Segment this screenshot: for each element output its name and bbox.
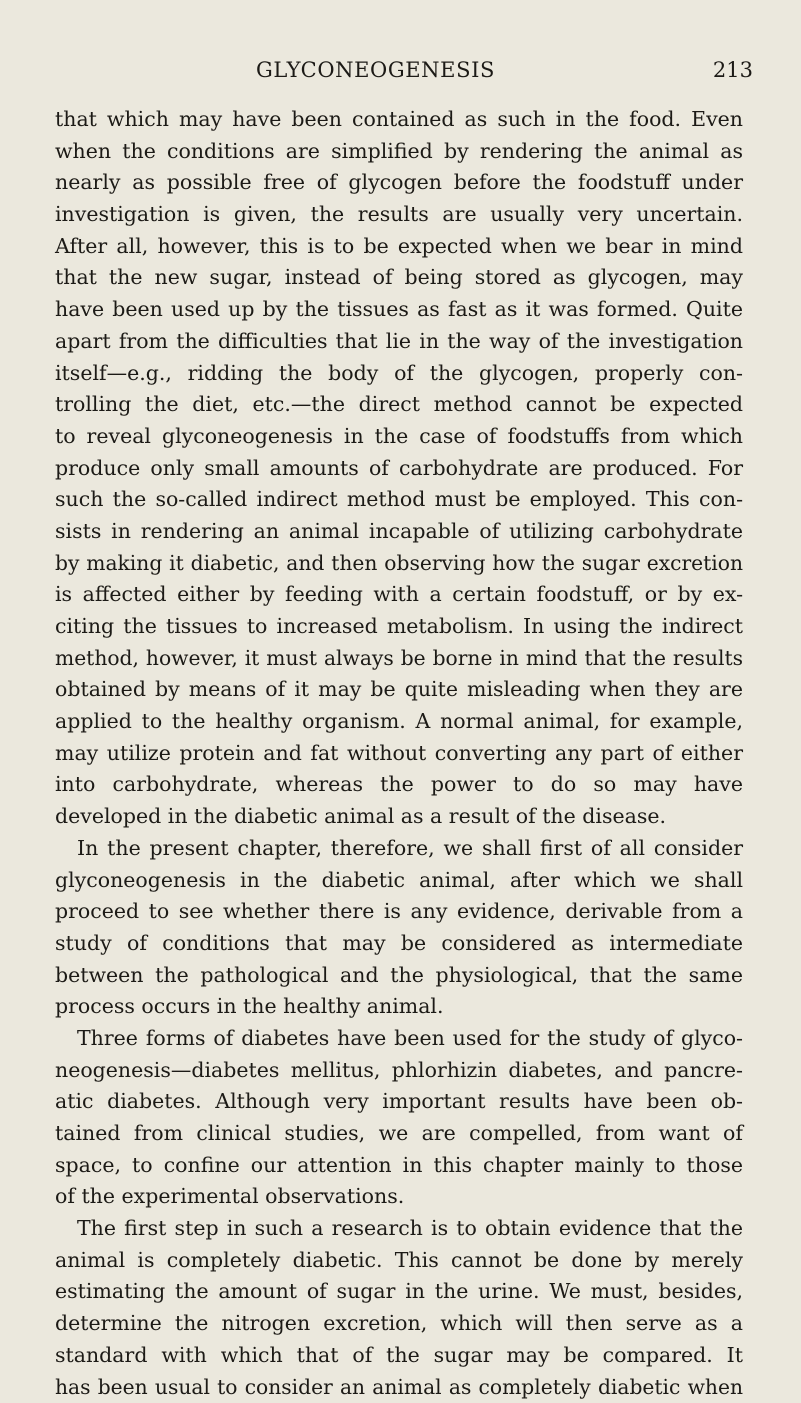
- text-line: tained from clinical studies, we are compelled, from want of: [55, 1118, 743, 1150]
- text-line: investigation is given, the results are usually very uncertain.: [55, 199, 743, 231]
- text-line: to reveal glyconeogenesis in the case of foodstuffs from which: [55, 421, 743, 453]
- text-line: such the so-called indirect method must be employed. This con-: [55, 484, 743, 516]
- text-line: itself—e.g., ridding the body of the glycogen, properly con-: [55, 358, 743, 390]
- text-line: has been usual to consider an animal as completely diabetic when: [55, 1372, 743, 1403]
- text-line: proceed to see whether there is any evidence, derivable from a: [55, 896, 743, 928]
- text-line: neogenesis—diabetes mellitus, phlorhizin diabetes, and pancre-: [55, 1055, 743, 1087]
- text-line: After all, however, this is to be expected when we bear in mind: [55, 231, 743, 263]
- text-line: into carbohydrate, whereas the power to do so may have: [55, 769, 743, 801]
- page-number: 213: [713, 60, 753, 81]
- text-line: estimating the amount of sugar in the urine. We must, besides,: [55, 1276, 743, 1308]
- text-line: applied to the healthy organism. A normal animal, for example,: [55, 706, 743, 738]
- running-head: GLYCONEOGENESIS: [256, 60, 495, 81]
- text-line: The first step in such a research is to obtain evidence that the: [55, 1213, 743, 1245]
- text-line: developed in the diabetic animal as a result of the disease.: [55, 801, 743, 833]
- text-line: animal is completely diabetic. This cannot be done by merely: [55, 1245, 743, 1277]
- text-line: process occurs in the healthy animal.: [55, 991, 743, 1023]
- text-line: study of conditions that may be considered as intermediate: [55, 928, 743, 960]
- text-line: standard with which that of the sugar may be compared. It: [55, 1340, 743, 1372]
- text-line: apart from the difficulties that lie in the way of the investigation: [55, 326, 743, 358]
- body-text: [55, 104, 743, 1403]
- text-line: of the experimental observations.: [55, 1181, 743, 1213]
- text-line: by making it diabetic, and then observing how the sugar excretion: [55, 548, 743, 580]
- text-line: may utilize protein and fat without converting any part of either: [55, 738, 743, 770]
- text-line: method, however, it must always be borne in mind that the results: [55, 643, 743, 675]
- text-line: sists in rendering an animal incapable of utilizing carbohydrate: [55, 516, 743, 548]
- text-line: In the present chapter, therefore, we shall first of all consider: [55, 833, 743, 865]
- text-line: trolling the diet, etc.—the direct method cannot be expected: [55, 389, 743, 421]
- text-line: glyconeogenesis in the diabetic animal, after which we shall: [55, 865, 743, 897]
- text-line: that the new sugar, instead of being stored as glycogen, may: [55, 262, 743, 294]
- text-line: determine the nitrogen excretion, which will then serve as a: [55, 1308, 743, 1340]
- text-line: that which may have been contained as such in the food. Even: [55, 104, 743, 136]
- text-line: citing the tissues to increased metabolism. In using the indirect: [55, 611, 743, 643]
- text-line: is affected either by feeding with a certain foodstuff, or by ex-: [55, 579, 743, 611]
- text-line: when the conditions are simplified by rendering the animal as: [55, 136, 743, 168]
- text-line: space, to confine our attention in this chapter mainly to those: [55, 1150, 743, 1182]
- text-line: obtained by means of it may be quite misleading when they are: [55, 674, 743, 706]
- text-line: Three forms of diabetes have been used for the study of glyco-: [55, 1023, 743, 1055]
- text-line: produce only small amounts of carbohydrate are produced. For: [55, 453, 743, 485]
- text-line: atic diabetes. Although very important results have been ob-: [55, 1086, 743, 1118]
- text-line: have been used up by the tissues as fast as it was formed. Quite: [55, 294, 743, 326]
- text-line: nearly as possible free of glycogen before the foodstuff under: [55, 167, 743, 199]
- text-line: between the pathological and the physiological, that the same: [55, 960, 743, 992]
